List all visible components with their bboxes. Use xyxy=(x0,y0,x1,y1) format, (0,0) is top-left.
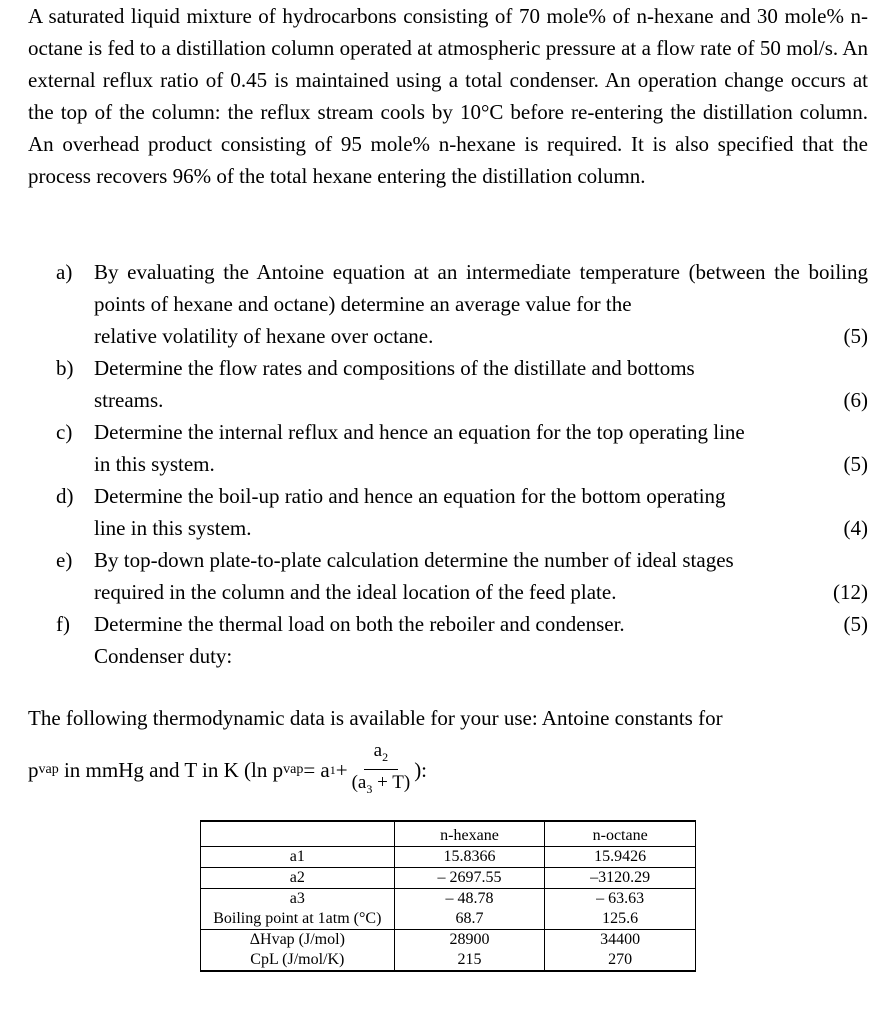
table-cell: – 63.63 xyxy=(545,889,696,910)
table-row-label: a3 xyxy=(201,889,395,910)
question-marks: (5) xyxy=(843,452,868,476)
question-marks: (6) xyxy=(843,388,868,412)
table-row xyxy=(201,930,696,951)
table-cell: 68.7 xyxy=(394,909,545,930)
table-cell: 125.6 xyxy=(545,909,696,930)
question-text-end: line in this system. xyxy=(94,516,252,540)
question-marks: (5) xyxy=(843,324,868,348)
question-text: By evaluating the Antoine equation at an intermediate temperature (between the boiling points of hexane and octane) determine an average value for the xyxy=(94,260,868,316)
problem-statement: A saturated liquid mixture of hydrocarbons consisting of 70 mole% of n-hexane and 30 mole% n-octane is fed to a distillation column operated at atmospheric pressure at a flow rate of 50 mol/s. An external reflux ratio of 0.45 is maintained using a total condenser. An operation change occurs at the top of the column: the reflux stream cools by 10°C before re-entering the distillation column. An overhead product consisting of 95 mole% n-hexane is required. It is also specified that the process recovers 96% of the total hexane entering the distillation column. xyxy=(28,4,868,188)
table-row xyxy=(201,909,696,930)
table-cell: 15.9426 xyxy=(545,847,696,868)
condenser-duty-label: Condenser duty: xyxy=(94,644,233,668)
eq-fraction: $\frac{a_2}{(a_3 + T)}$ xyxy=(351,739,411,796)
question-text-end: Determine the thermal load on both the reboiler and condenser. xyxy=(94,612,625,636)
question-letter: e) xyxy=(56,548,73,572)
table-row xyxy=(201,847,696,868)
table-header-octane: n-octane xyxy=(545,821,696,847)
question-d xyxy=(56,480,868,544)
eq-p: p xyxy=(28,757,39,782)
question-c xyxy=(56,416,868,480)
table-cell: – 48.78 xyxy=(394,889,545,910)
table-cell: 34400 xyxy=(545,930,696,951)
eq-plus: + xyxy=(335,757,348,782)
thermo-data-table xyxy=(200,820,696,972)
eq-numerator: a xyxy=(373,739,383,761)
question-f xyxy=(56,608,868,672)
question-text: Determine the boil-up ratio and hence an equation for the bottom operating xyxy=(94,484,726,508)
question-letter: f) xyxy=(56,612,70,636)
question-text: Determine the internal reflux and hence an equation for the top operating line xyxy=(94,420,745,444)
eq-ln: ln p xyxy=(251,757,284,782)
question-letter: a) xyxy=(56,260,73,284)
table-cell: 270 xyxy=(545,950,696,971)
question-letter: c) xyxy=(56,420,73,444)
question-marks: (12) xyxy=(833,580,868,604)
question-letter: d) xyxy=(56,484,74,508)
eq-den-close: + T) xyxy=(372,771,411,793)
eq-vap-sup: vap xyxy=(38,762,59,777)
question-text-end: required in the column and the ideal location of the feed plate. xyxy=(94,580,617,604)
table-row xyxy=(201,868,696,889)
table-row-label: CpL (J/mol/K) xyxy=(201,950,395,971)
antoine-equation: p vap in mmHg and T in K ( ln p vap = a 1 + $\frac{a_2}{(a_3 + T)}$ ): xyxy=(28,740,427,800)
eq-vap-sup-2: vap xyxy=(283,762,304,777)
eq-suffix: ): xyxy=(414,757,428,782)
table-cell: – 2697.55 xyxy=(394,868,545,889)
question-text: By top-down plate-to-plate calculation determine the number of ideal stages xyxy=(94,548,734,572)
question-letter: b) xyxy=(56,356,74,380)
table-cell: 15.8366 xyxy=(394,847,545,868)
table-row-label: a2 xyxy=(201,868,395,889)
eq-mid: = a xyxy=(303,757,330,782)
eq-prefix: in mmHg and T in K ( xyxy=(63,757,252,782)
table-header-row xyxy=(201,821,696,847)
table-cell: –3120.29 xyxy=(545,868,696,889)
table-row xyxy=(201,950,696,971)
table-cell: 28900 xyxy=(394,930,545,951)
question-text-end: streams. xyxy=(94,388,164,412)
table-row-label: ΔHvap (J/mol) xyxy=(201,930,395,951)
question-text-end: relative volatility of hexane over octane. xyxy=(94,324,434,348)
table-cell xyxy=(201,821,395,847)
question-marks: (5) xyxy=(843,612,868,636)
table-row-label: Boiling point at 1atm (°C) xyxy=(201,909,395,930)
question-b xyxy=(56,352,868,416)
question-list xyxy=(56,256,868,672)
table-row xyxy=(201,889,696,910)
question-text: Determine the flow rates and compositions of the distillate and bottoms xyxy=(94,356,695,380)
question-a xyxy=(56,256,868,352)
data-intro: The following thermodynamic data is available for your use: Antoine constants for xyxy=(28,706,723,730)
table-row-label: a1 xyxy=(201,847,395,868)
question-text-end: in this system. xyxy=(94,452,215,476)
question-e xyxy=(56,544,868,608)
table-cell: 215 xyxy=(394,950,545,971)
table-header-hexane: n-hexane xyxy=(394,821,545,847)
eq-den-open: (a xyxy=(351,771,367,793)
question-marks: (4) xyxy=(843,516,868,540)
